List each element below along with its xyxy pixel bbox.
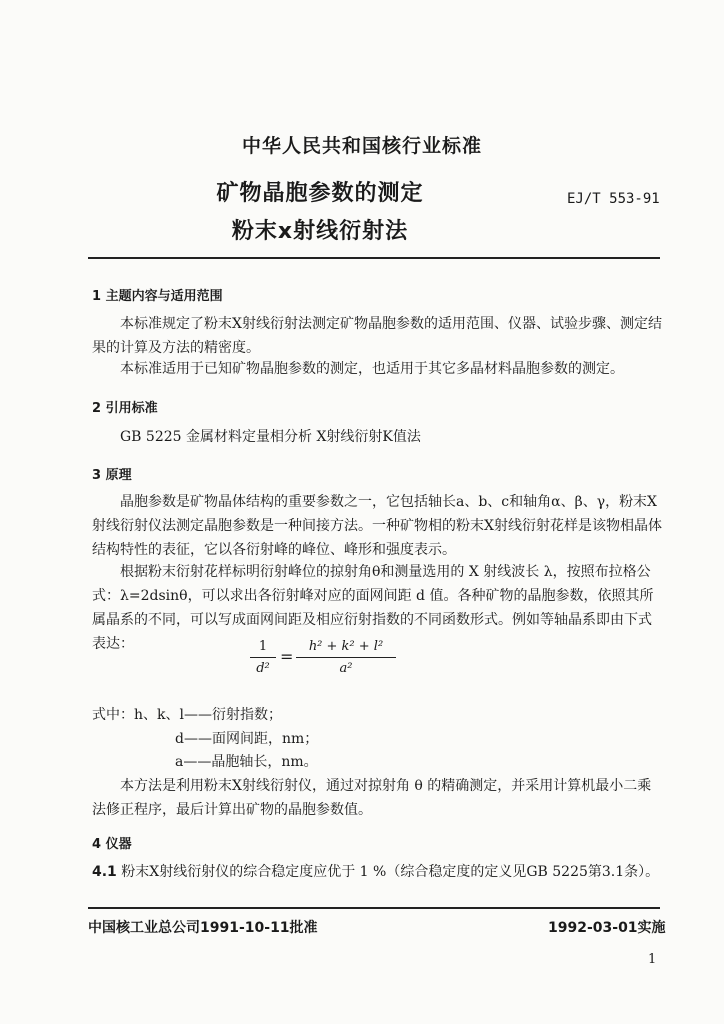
formula-rhs-fraction — [296, 637, 396, 680]
header-rule — [88, 257, 660, 259]
issuer-title: 中华人民共和国核行业标准 — [241, 135, 482, 157]
formula-lhs-fraction — [250, 637, 276, 680]
formula-where-clause: 式中：h、k、l——衍射指数； — [92, 707, 282, 723]
clause-4-1-text: 粉末X射线衍射仪的综合稳定度应优于 1 %（综合稳定度的定义见GB 5225第3.1条）。 — [121, 864, 660, 880]
section-1-paragraph-1: 本标准规定了粉末X射线衍射法测定矿物晶胞参数的适用范围、仪器、试验步骤、测定结果的计算及方法的精密度。 — [92, 316, 662, 356]
document-title-line1: 矿物晶胞参数的测定 — [216, 181, 424, 206]
standard-code: EJ/T 553-91 — [567, 191, 660, 207]
section-3-paragraph-2: 根据粉末衍射花样标明衍射峰位的掠射角θ和测量选用的 X 射线波长 λ，按照布拉格公式：λ=2dsinθ，可以求出各衍射峰对应的面网间距 d 值。各种矿物的晶胞参数，依照其所属晶系的不同，可以写成面网间距及相应衍射指数的不同函数形式。例如等轴晶系即由下式表达： — [92, 564, 654, 652]
formula-equals: = — [280, 647, 294, 666]
formula-lhs-numerator: 1 — [258, 639, 268, 654]
definition-a: a——晶胞轴长，nm。 — [175, 754, 318, 770]
section-3-heading: 3 原理 — [92, 468, 132, 483]
formula-lhs-denominator: d² — [250, 657, 276, 680]
definition-d: d——面网间距，nm； — [175, 731, 319, 747]
section-4-heading: 4 仪器 — [92, 837, 132, 852]
approval-date: 中国核工业总公司1991-10-11批准 — [88, 920, 318, 936]
clause-4-1 — [92, 860, 662, 884]
normative-reference: GB 5225 金属材料定量相分析 X射线衍射K值法 — [120, 429, 421, 445]
page-number: 1 — [648, 952, 657, 967]
effective-date: 1992-03-01实施 — [548, 920, 666, 936]
section-3-paragraph-3: 本方法是利用粉末X射线衍射仪，通过对掠射角 θ 的精确测定，并采用计算机最小二乘法修正程序，最后计算出矿物的晶胞参数值。 — [92, 778, 652, 818]
footer-rule — [88, 907, 660, 909]
cubic-formula — [250, 637, 410, 691]
formula-rhs-numerator: h² + k² + l² — [308, 639, 384, 654]
section-3-paragraph-1: 晶胞参数是矿物晶体结构的重要参数之一，它包括轴长a、b、c和轴角α、β、γ，粉末X射线衍射仪法测定晶胞参数是一种间接方法。一种矿物相的粉末X射线衍射花样是该物相晶体结构特性的表征，它以各衍射峰的峰位、峰形和强度表示。 — [92, 494, 662, 558]
section-1-heading: 1 主题内容与适用范围 — [92, 289, 223, 304]
clause-4-1-label: 4.1 — [92, 864, 117, 880]
formula-rhs-denominator: a² — [296, 657, 396, 680]
section-2-heading: 2 引用标准 — [92, 401, 158, 416]
section-1-paragraph-2: 本标准适用于已知矿物晶胞参数的测定，也适用于其它多晶材料晶胞参数的测定。 — [120, 361, 624, 377]
document-title-line2: 粉末x射线衍射法 — [231, 219, 409, 244]
